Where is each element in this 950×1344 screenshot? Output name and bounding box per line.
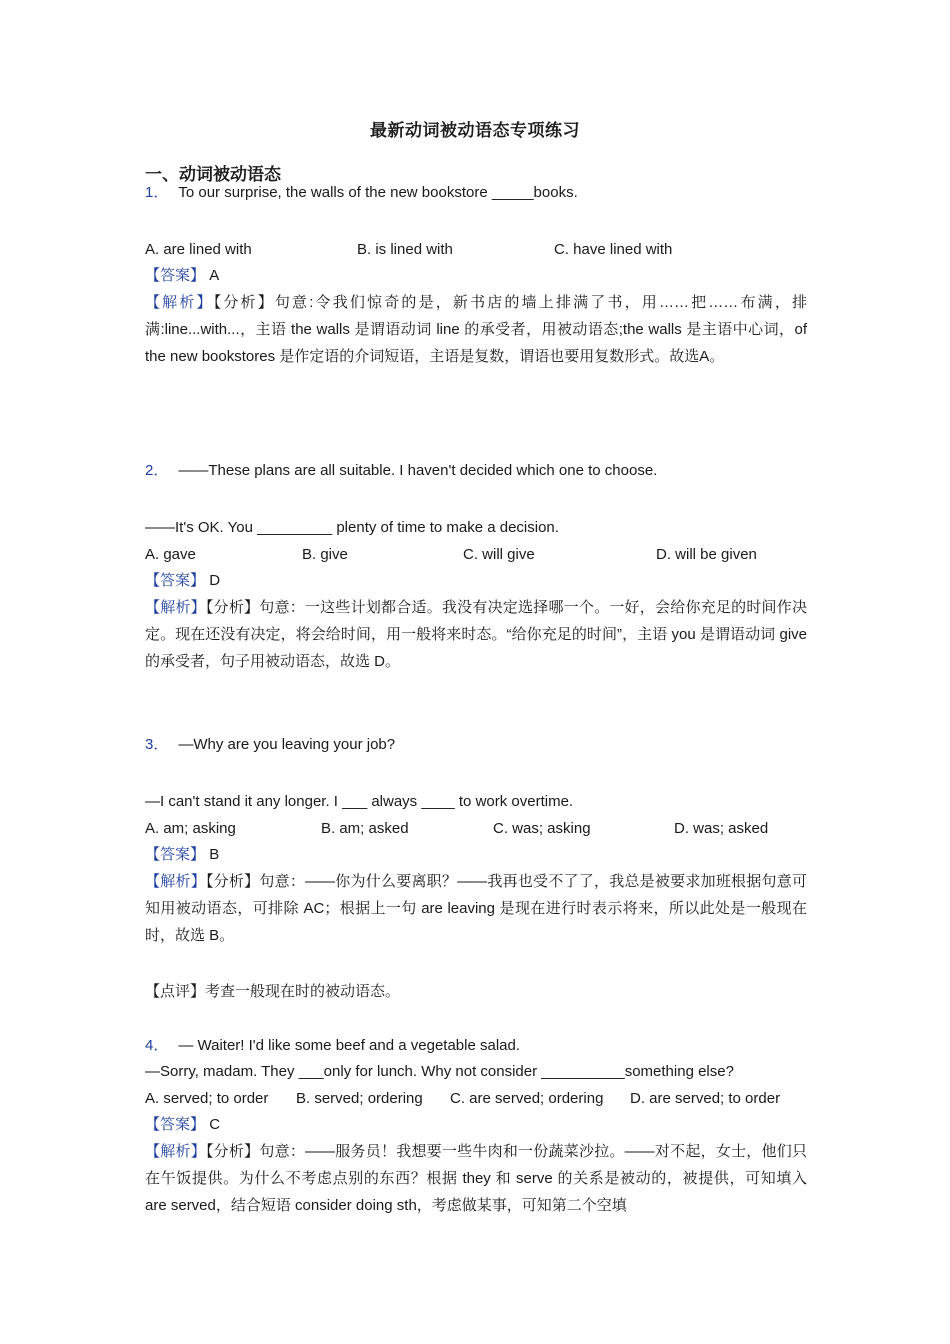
answer-tag: 【答案】 bbox=[145, 267, 206, 284]
option-b: B. am; asked bbox=[321, 820, 409, 837]
analysis-paragraph bbox=[145, 1138, 807, 1219]
question-3 bbox=[145, 735, 395, 755]
option-d: D. will be given bbox=[656, 546, 757, 563]
analysis-tag: 【解析】 bbox=[145, 294, 214, 311]
question-stem: ——These plans are all suitable. I haven't decided which one to choose. bbox=[178, 462, 658, 479]
question-reply: —I can't stand it any longer. I ___ always ____ to work overtime. bbox=[145, 793, 574, 810]
answer-value: C bbox=[209, 1116, 221, 1133]
question-2 bbox=[145, 461, 657, 481]
question-reply: —Sorry, madam. They ___only for lunch. Why not consider __________something else? bbox=[145, 1063, 734, 1080]
answer-line bbox=[145, 266, 219, 286]
analysis-tag: 【解析】 bbox=[145, 599, 206, 616]
question-1 bbox=[145, 183, 578, 203]
answer-value: D bbox=[209, 572, 221, 589]
answer-tag: 【答案】 bbox=[145, 572, 206, 589]
question-number: 1． bbox=[145, 184, 169, 201]
answer-line bbox=[145, 1115, 220, 1135]
question-stem: — Waiter! I'd like some beef and a vegetable salad. bbox=[178, 1037, 521, 1054]
option-b: B. is lined with bbox=[357, 241, 453, 258]
question-number: 4． bbox=[145, 1037, 169, 1054]
answer-value: B bbox=[209, 846, 220, 863]
analysis-paragraph bbox=[145, 868, 807, 949]
page-title: 最新动词被动语态专项练习 bbox=[370, 121, 580, 140]
answer-value: A bbox=[209, 267, 220, 284]
option-a: A. served; to order bbox=[145, 1090, 269, 1107]
option-a: A. am; asking bbox=[145, 820, 236, 837]
analysis-tag: 【解析】 bbox=[145, 1143, 206, 1160]
analysis-tag: 【解析】 bbox=[145, 873, 206, 890]
analysis-text: 【分析】句意：一这些计划都合适。我没有决定选择哪一个。一好，会给你充足的时间作决定。现在还没有决定，将会给时间，用一般将来时态。“给你充足的时间”，主语 you 是谓语动词 give 的承受者，句子用被动语态，故选 D。 bbox=[145, 599, 807, 670]
answer-line bbox=[145, 571, 220, 591]
analysis-paragraph bbox=[145, 289, 807, 370]
analysis-paragraph bbox=[145, 594, 807, 675]
option-b: B. give bbox=[302, 546, 348, 563]
option-c: C. have lined with bbox=[554, 241, 673, 258]
analysis-text: 【分析】句意:令我们惊奇的是，新书店的墙上排满了书，用……把……布满，排满:line...with...，主语 the walls 是谓语动词 line 的承受者，用被动语态;the walls 是主语中心词，of the new bookstores 是作定语的介词短语，主语是复数，谓语也要用复数形式。故选A。 bbox=[145, 294, 807, 365]
section-heading: 一、动词被动语态 bbox=[145, 165, 281, 184]
answer-tag: 【答案】 bbox=[145, 1116, 206, 1133]
question-4 bbox=[145, 1036, 520, 1056]
question-reply: ——It's OK. You _________ plenty of time to make a decision. bbox=[145, 519, 559, 536]
answer-tag: 【答案】 bbox=[145, 846, 206, 863]
option-a: A. are lined with bbox=[145, 241, 252, 258]
option-d: D. was; asked bbox=[674, 820, 769, 837]
comment-line: 【点评】考查一般现在时的被动语态。 bbox=[145, 983, 401, 1000]
answer-line bbox=[145, 845, 219, 865]
option-c: C. will give bbox=[463, 546, 535, 563]
option-c: C. was; asking bbox=[493, 820, 591, 837]
question-stem: To our surprise, the walls of the new bookstore _____books. bbox=[178, 184, 578, 201]
analysis-text: 【分析】句意：——你为什么要离职？——我再也受不了了，我总是被要求加班根据句意可知用被动语态，可排除 AC；根据上一句 are leaving 是现在进行时表示将来，所以此处是一般现在时，故选 B。 bbox=[145, 873, 807, 944]
question-number: 3． bbox=[145, 736, 169, 753]
question-stem: —Why are you leaving your job? bbox=[178, 736, 396, 753]
option-a: A. gave bbox=[145, 546, 196, 563]
option-d: D. are served; to order bbox=[630, 1090, 781, 1107]
option-c: C. are served; ordering bbox=[450, 1090, 604, 1107]
analysis-text: 【分析】句意：——服务员！我想要一些牛肉和一份蔬菜沙拉。——对不起，女士，他们只在午饭提供。为什么不考虑点别的东西？根据 they 和 serve 的关系是被动的，被提供，可知填入 are served，结合短语 consider doing sth，考虑做某事，可知第二个空填 bbox=[145, 1143, 807, 1214]
option-b: B. served; ordering bbox=[296, 1090, 423, 1107]
question-number: 2． bbox=[145, 462, 169, 479]
